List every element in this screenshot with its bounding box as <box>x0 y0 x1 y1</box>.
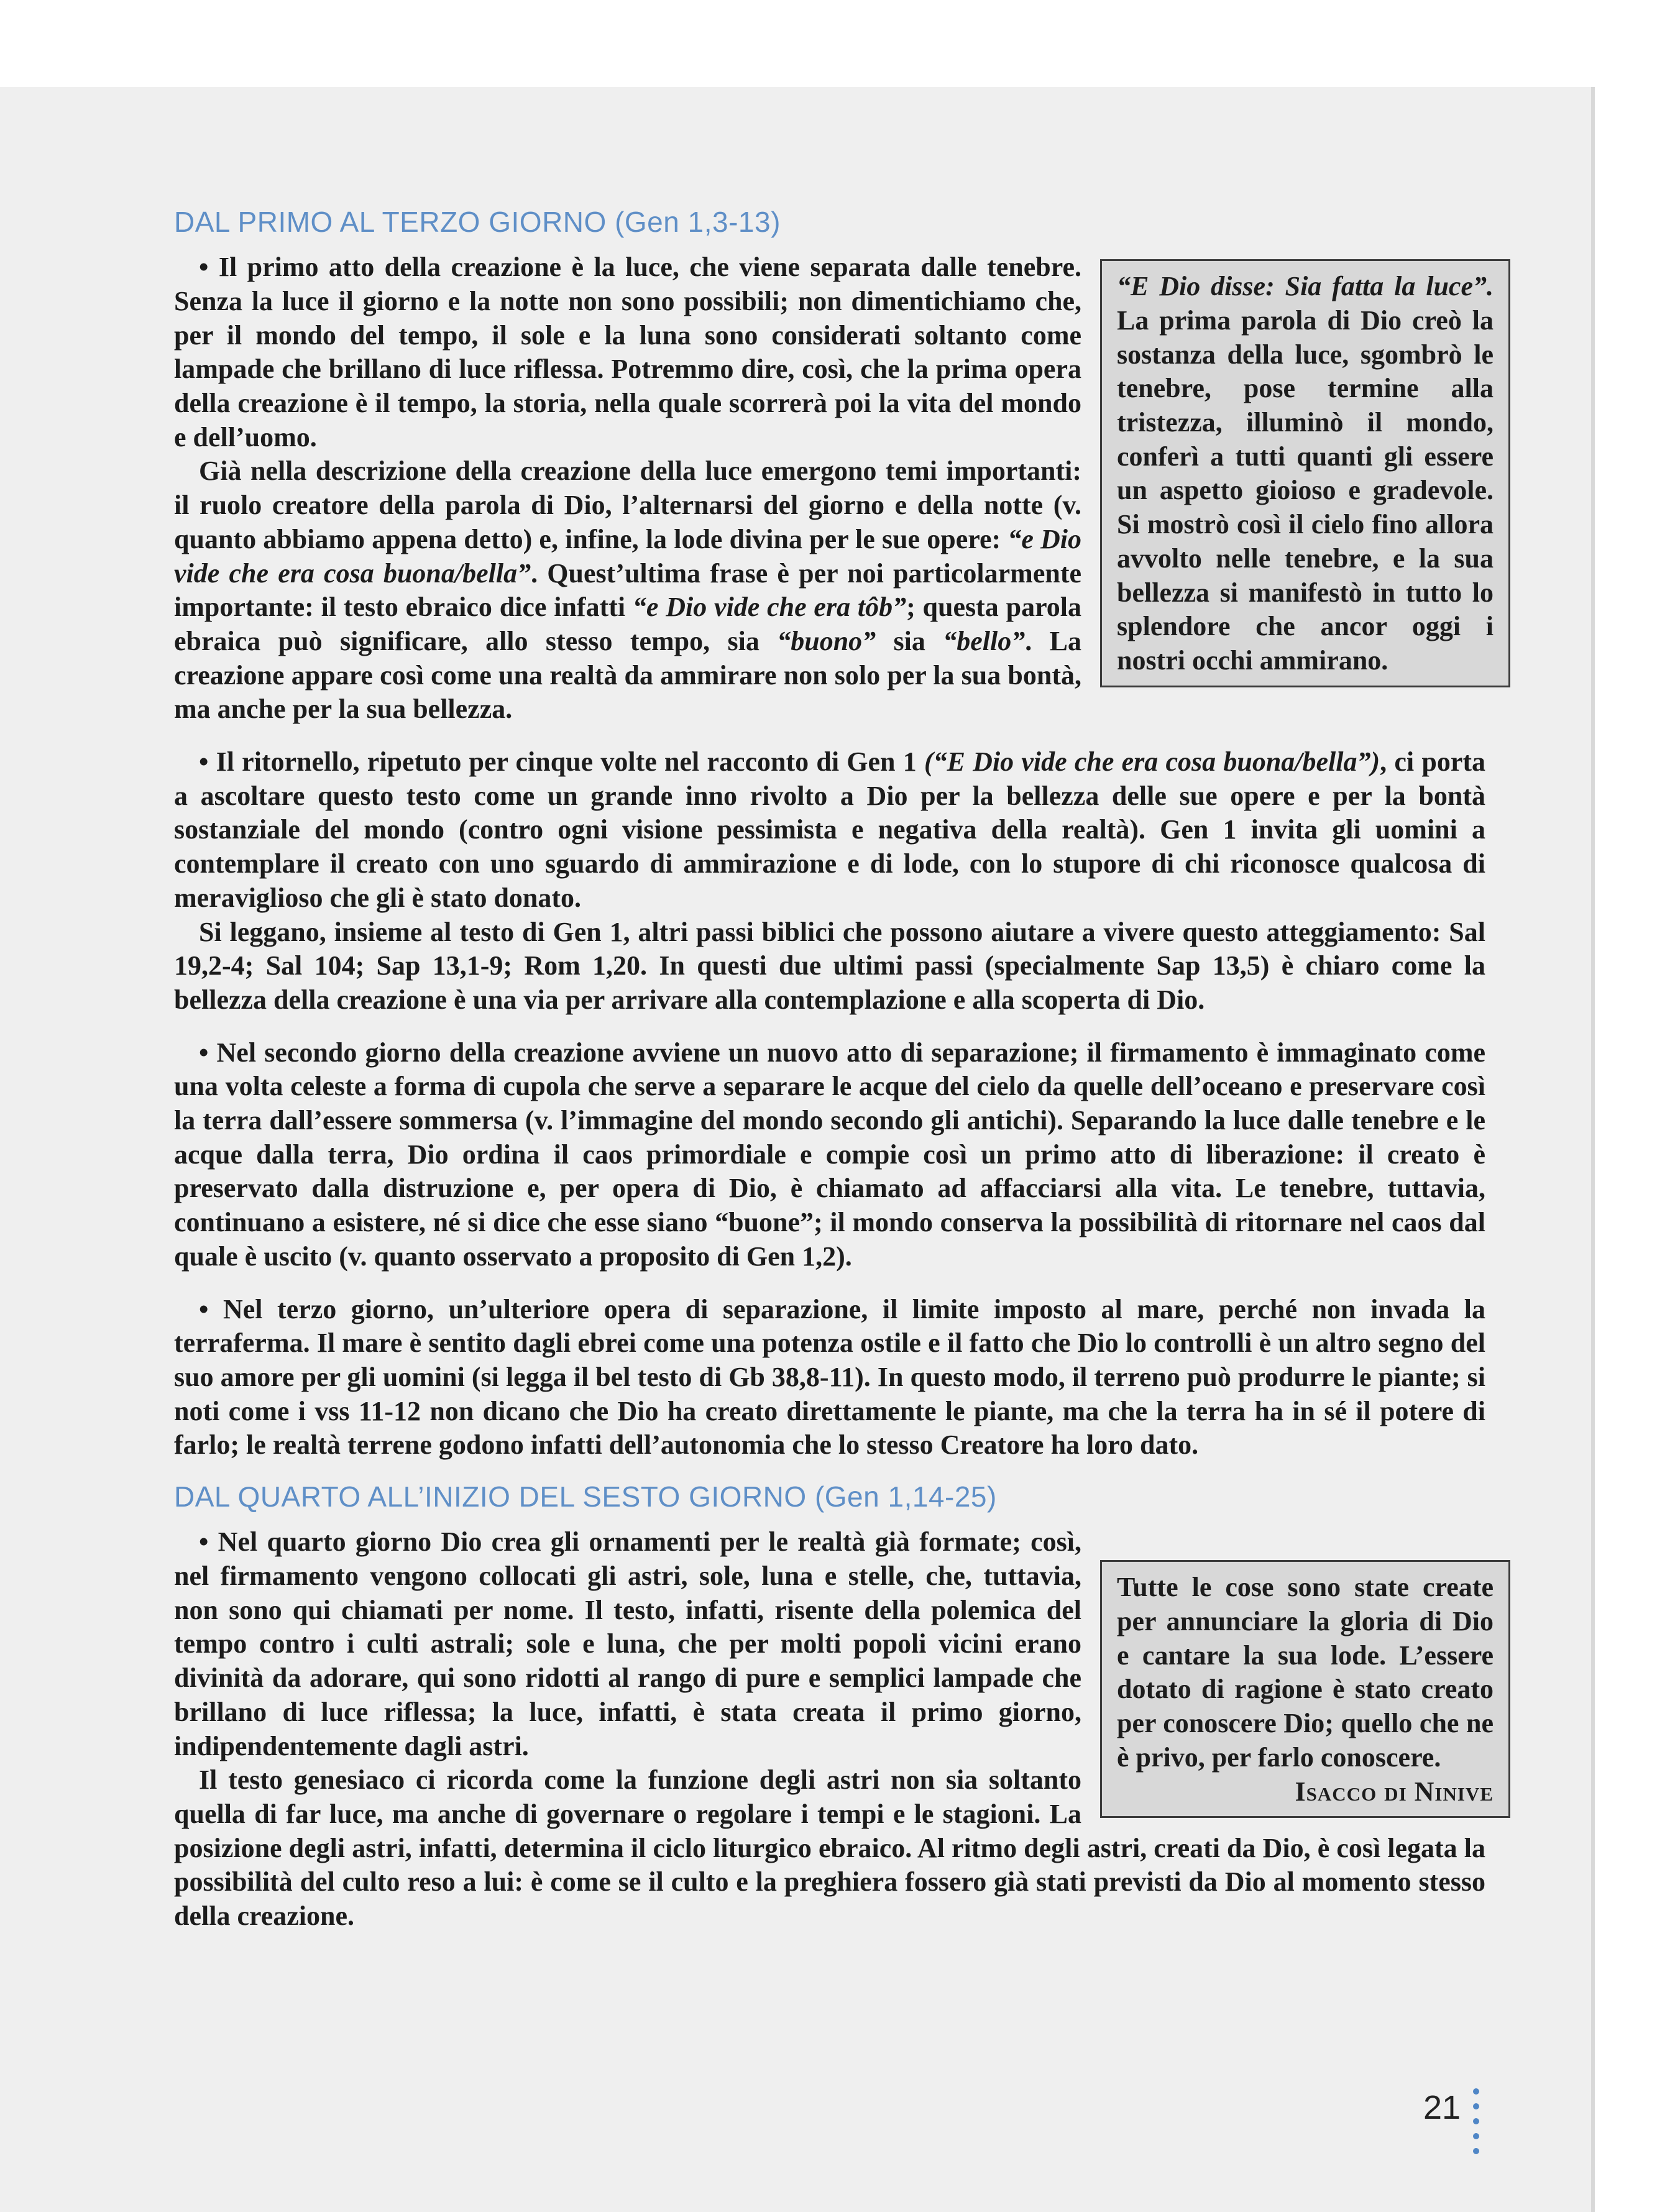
paragraph-third-day <box>174 1293 1485 1463</box>
dot-icon <box>1473 2088 1479 2095</box>
paragraph-bible-passages: Si leggano, insieme al testo di Gen 1, altri passi biblici che possono aiutare a vivere questo atteggiamento: Sal 19,2-4; Sal 104; Sap 13,1-9; Rom 1,20. In questi due ultimi passi (specialmente Sap 13,5) è chiaro come la bellezza della creazione è una via per arrivare alla contemplazione e alla scoperta di Dio. <box>174 916 1485 1015</box>
light-themes-text-b: . Quest’ultima frase è per noi particolarmente importante: il testo ebraico dice infatti <box>174 558 1081 623</box>
paragraph-second-day <box>174 1036 1485 1274</box>
paragraph-astri-function: Il testo genesiaco ci ricorda come la funzione degli astri non sia soltanto quella di far luce, ma anche di governare o regolare i tempi e le stagioni. La posizione degli astri, infatti, determina il ciclo liturgico ebraico. Al ritmo degli astri, creati da Dio, è così legata la possibilità del culto reso a lui: è come se il culto e la preghiera fossero già stati previsti da Dio al momento stesso della creazione. <box>174 1765 1485 1932</box>
paragraph-refrain <box>174 745 1485 916</box>
refrain-strong: grande inno <box>590 780 738 811</box>
light-themes-text-c: ; questa parola ebraica può significare, allo stesso tempo, sia <box>174 592 1082 656</box>
light-themes-quote-1: “e Dio vide che era cosa buona/bella” <box>174 523 1082 589</box>
refrain-text-b: , ci porta a ascoltare questo testo come un <box>174 746 1486 811</box>
light-themes-quote-2: “e Dio vide che era tôb” <box>632 592 907 623</box>
fourth-day-lead: • Nel quarto giorno <box>199 1526 432 1558</box>
dot-icon <box>1473 2103 1479 2109</box>
section-heading-days-4-6: DAL QUARTO ALL’INIZIO DEL SESTO GIORNO (Gen 1,14-25) <box>174 1480 997 1513</box>
light-themes-text-d: sia <box>876 625 943 656</box>
fourth-day-text: Dio crea gli ornamenti per le realtà già formate; così, nel firmamento vengono collocati gli astri, sole, luna e stelle, che, tuttavia, non sono qui chiamati per nome. Il testo, infatti, risente della polemica del tempo contro i culti astrali; sole e luna, che per molti popoli vicini erano divinità da adorare, qui sono ridotti al rango di pure e semplici lampade che brillano di luce riflessa; la luce, infatti, è stata creata il primo giorno, indipendentemente dagli astri. <box>174 1526 1082 1761</box>
quote-box-isacco <box>1100 1560 1510 1818</box>
page-number-dots <box>1473 2088 1480 2163</box>
light-themes-quote-3: “buono” <box>777 625 876 656</box>
refrain-quote: (“E Dio vide che era cosa buona/bella”) <box>924 746 1380 778</box>
light-themes-text-e: . La creazione appare così come una realtà da ammirare non solo per la sua bontà, ma anche per la sua bellezza. <box>174 625 1081 725</box>
page-number: 21 <box>1423 2089 1461 2126</box>
refrain-text-a: • Il ritornello, ripetuto per cinque volte nel racconto di Gen 1 <box>199 746 924 778</box>
page-content <box>174 205 1494 1934</box>
dot-icon <box>1473 2148 1479 2154</box>
third-day-text: , un’ulteriore opera di separazione, il limite imposto al mare, perché non invada la terraferma. Il mare è sentito dagli ebrei come una potenza ostile e il fatto che Dio lo controlli è un altro segno del suo amore per gli uomini (si legga il bel testo di Gb 38,8-11). In questo modo, il terreno può produrre le piante; si noti come i vss 11-12 non dicano che Dio ha creato direttamente le piante, ma che la terra ha in sé il potere di farlo; le realtà terrene godono infatti dell’autonomia che lo stesso Creatore ha loro dato. <box>174 1293 1485 1461</box>
second-day-text: della creazione avviene un nuovo atto di separazione; il firmamento è immaginato come una volta celeste a forma di cupola che serve a separare le acque del cielo da quelle dell’oceano e preservare così la terra dall’essere sommersa (v. l’immagine del mondo secondo gli antichi). Separando la luce dalle tenebre e le acque dalla terra, Dio ordina il caos primordiale e compie così un primo atto di liberazione: il creato è preservato dalla distruzione e, per opera di Dio, è chiamato ad affacciarsi alla vita. Le tenebre, tuttavia, continuano a esistere, né si dice che esse siano “buone”; il mondo conserva la possibilità di ritornare nel caos dal quale è uscito (v. quanto osservato a proposito di Gen 1,2). <box>174 1037 1486 1272</box>
first-act-lead: • Il primo atto <box>199 252 375 283</box>
light-themes-text-a: Già nella descrizione della creazione della luce emergono temi importanti: il ruolo creatore della parola di Dio, l’alternarsi del giorno e della notte (v. quanto abbiamo appena detto) e, infine, la lode divina per le sue opere: <box>174 456 1081 554</box>
section-heading-days-1-3: DAL PRIMO AL TERZO GIORNO (Gen 1,3-13) <box>174 206 781 238</box>
second-day-lead: • Nel secondo giorno <box>199 1037 441 1068</box>
dot-icon <box>1473 2118 1479 2124</box>
quote-box-text: La prima parola di Dio creò la sostanza della luce, sgombrò le tenebre, pose termine alla tristezza, illuminò il mondo, conferì a tutti quanti gli essere un aspetto gioioso e gradevole. Si mostrò così il cielo fino allora avvolto nelle tenebre, e la sua bellezza si manifestò in tutto lo splendore che ancor oggi i nostri occhi ammirano. <box>1117 305 1494 676</box>
light-themes-quote-4: “bello” <box>943 625 1026 656</box>
quote-box-basilio <box>1100 259 1510 687</box>
quote-box-title: “E Dio disse: Sia fatta la luce”. <box>1117 271 1494 302</box>
third-day-lead: • Nel terzo giorno <box>199 1293 428 1324</box>
page-sheet <box>0 87 1595 2212</box>
dot-icon <box>1473 2133 1479 2139</box>
quote-box-attribution: Isacco di Ninive <box>1295 1776 1494 1807</box>
first-act-text: della creazione è la luce, che viene separata dalle tenebre. Senza la luce il giorno e la notte non sono possibili; non dimentichiamo che, per il mondo del tempo, il sole e la luna sono considerati soltanto come lampade che brillano di luce riflessa. Potremmo dire, così, che la prima opera della creazione è il tempo, la storia, nella quale scorrerà poi la vita del mondo e dell’uomo. <box>174 252 1081 452</box>
quote-box-isacco-text: Tutte le cose sono state create per annunciare la gloria di Dio e cantare la sua lode. L’essere dotato di ragione è stato creato per conoscere Dio; quello che ne è privo, per farlo conoscere. <box>1117 1572 1494 1773</box>
refrain-text-c: rivolto a Dio per la bellezza delle sue opere e per la bontà sostanziale del mondo (contro ogni visione pessimista e negativa della realtà). Gen 1 invita gli uomini a contemplare il creato con uno sguardo di ammirazione e di lode, con lo stupore di chi riconosce qualcosa di meraviglioso che gli è stato donato. <box>174 780 1485 913</box>
